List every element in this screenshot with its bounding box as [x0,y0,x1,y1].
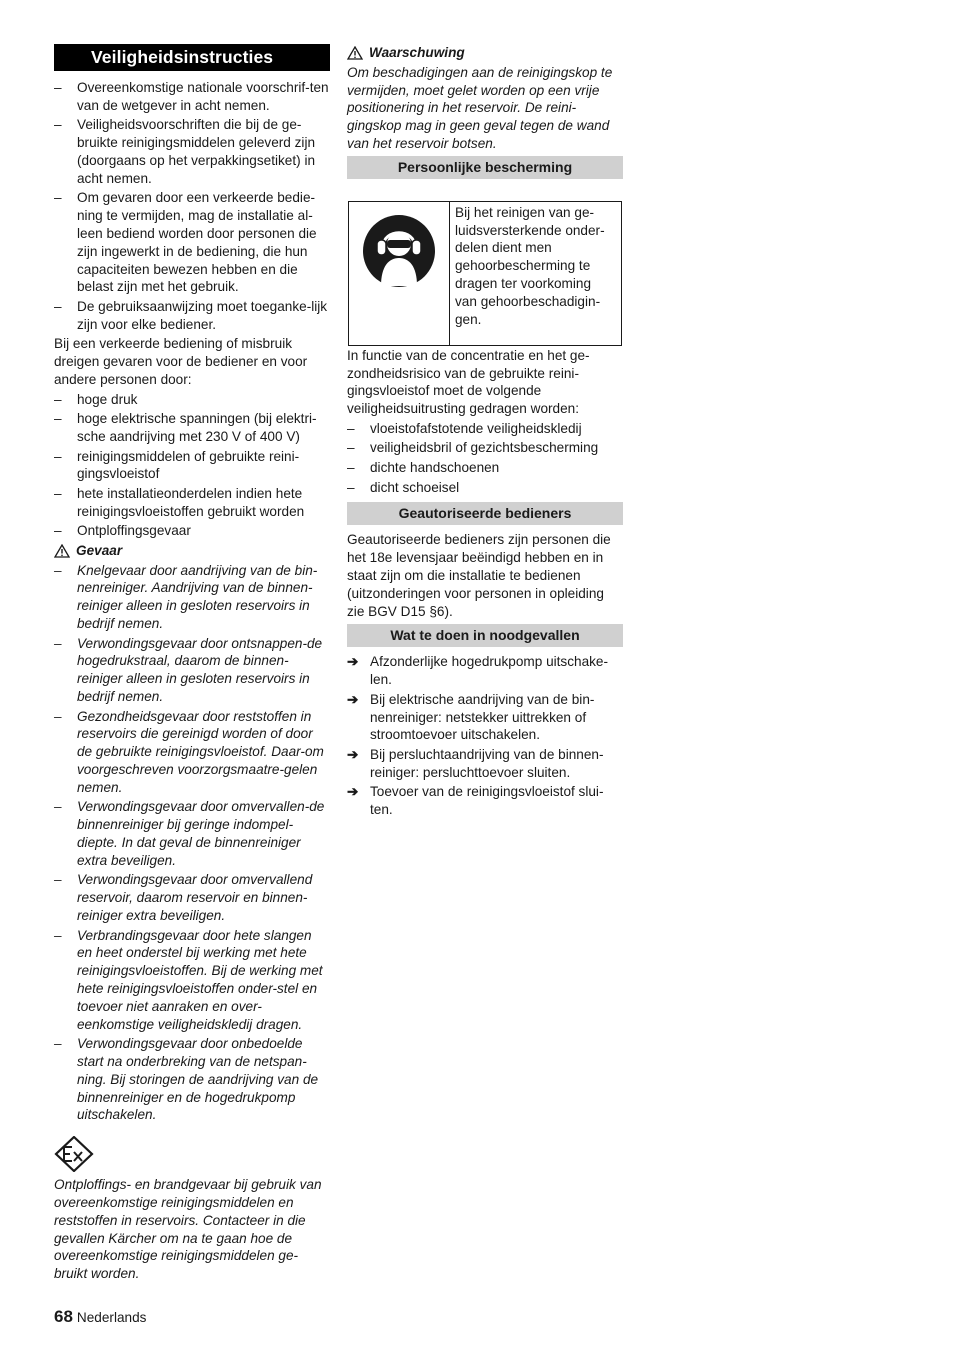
list-item [54,1035,330,1124]
warning-label: Waarschuwing [369,45,465,60]
hearing-eye-protection-icon [362,214,436,288]
list-item [54,410,330,446]
list-item-text: veiligheidsbril of gezichtsbescherming [370,440,599,456]
list-item [347,653,623,689]
dash-bullet: – [347,459,355,475]
list-hazards [54,391,330,541]
list-dangers [54,562,330,1124]
list-item [54,635,330,706]
warning-text: Om beschadigingen aan de reinigingskop te vermijden, moet gelet worden op een vrije positionering in het reservoir. De reini-gingskop mag in geen geval tegen de wand van het reservoir botsen. [347,64,613,151]
list-item-text: Verwondingsgevaar door omvervallend reservoir, daarom reservoir en binnen-reiniger extra beveiligen. [77,872,313,924]
list-item-text: hoge druk [77,391,138,407]
dash-bullet: – [54,80,62,95]
list-item-text: Ontploffingsgevaar [77,523,191,539]
dash-bullet: – [347,479,355,495]
ex-warning-text: Ontploffings- en brandgevaar bij gebruik van overeenkomstige reinigingsmiddelen en reststoffen in reservoirs. Contacteer in die gevallen Kärcher om na te gaan hoe de overeenkomstige reinigingsmiddelen ge-bruikt worden. [54,1177,322,1282]
dash-bullet: – [54,298,62,314]
list-item-text: Gezondheidsgevaar door reststoffen in reservoirs die gereinigd worden of door de gebruikte reinigingsvloeistof. Daar-om voorgeschreven voorzorgsmaatre-gelen nemen. [77,708,324,795]
dash-bullet: – [54,391,62,407]
list-item-text: Om gevaren door een verkeerde bedie-ning te vermijden, mag de installatie al-leen bediend worden door personen die zijn ingewerkt in de bediening, die hun capaciteiten bewezen hebben en die belast zijn met het gebruik. [77,190,317,295]
list-item [347,783,623,819]
warning-triangle-icon [54,544,70,558]
list-item [54,485,330,521]
left-column [54,44,330,1285]
warning-triangle-icon [347,46,363,60]
section-title-authorized: Geautoriseerde bedieners [347,502,623,525]
arrow-right-icon: ➔ [347,691,359,707]
list-item-text: hoge elektrische spanningen (bij elektri-sche aandrijving met 230 V of 400 V) [77,411,317,444]
list-item [54,79,330,115]
dash-bullet: – [54,485,62,501]
list-item [54,927,330,1034]
warning-heading [347,44,623,62]
dash-bullet: – [347,440,355,456]
arrow-right-icon: ➔ [347,746,359,762]
list-item [54,562,330,633]
list-item [347,459,623,477]
list-item-text: Veiligheidsvoorschriften die bij de ge-bruikte reinigingsmiddelen geleverd zijn (doorgaans op het verpakkingsetiket) in acht nemen. [77,117,316,186]
list-item [54,708,330,797]
page-number: 68 [54,1307,73,1326]
list-item-text: Toevoer van de reinigingsvloeistof slui-ten. [370,784,604,818]
list-item [54,189,330,296]
footer-language: Nederlands [76,1310,147,1325]
section-title-safety: Veiligheidsinstructies [54,44,330,71]
explosion-hazard-icon [54,1136,94,1172]
list-ppe [347,420,623,497]
list-item [347,420,623,438]
list-item-text: Overeenkomstige nationale voorschrif-ten van de wetgever in acht nemen. [77,80,329,113]
dash-bullet: – [54,523,62,539]
list-item [347,746,623,782]
list-item-text: Verwondingsgevaar door omvervallen-de binnenreiniger bij geringe indompel-diepte. In dat geval de binnenreiniger extra beveiligen. [77,799,325,868]
arrow-right-icon: ➔ [347,784,359,800]
section-title-emergency: Wat te doen in noodgevallen [347,624,623,647]
right-column [347,44,623,821]
arrow-right-icon: ➔ [347,654,359,670]
dash-bullet: – [54,799,62,815]
misuse-intro: Bij een verkeerde bediening of misbruik dreigen gevaren voor de bediener en voor andere personen door: [54,336,308,387]
danger-heading [54,542,330,560]
dash-bullet: – [54,708,62,724]
list-item [54,522,330,540]
ppe-intro: In functie van de concentratie en het ge-zondheidsrisico van de gebruikte reini-gingsvloeistof moet de volgende veiligheidsuitrusting gedragen worden: [347,347,590,417]
page-footer [54,1308,146,1327]
list-item-text: Verwondingsgevaar door onbedoelde start na onderbreking van de netspan-ning. Bij storingen de aandrijving van de binnenreiniger en de hogedrukpomp uitschakelen. [77,1036,319,1123]
list-item [54,798,330,869]
dash-bullet: – [54,635,62,651]
list-item-text: De gebruiksaanwijzing moet toeganke-lijk zijn voor elke bediener. [77,298,328,332]
danger-label: Gevaar [76,542,123,558]
list-legal [54,79,330,334]
list-item [54,391,330,409]
list-item [54,116,330,187]
dash-bullet: – [347,420,355,436]
ppe-box-text: Bij het reinigen van ge-luidsversterkende onder-delen dient men gehoorbescherming te dragen ter voorkoming van gehoorbeschadigin-gen. [450,201,622,345]
list-item-text: Knelgevaar door aandrijving van de bin-nenreiniger. Aandrijving van de binnen-reiniger alleen in gesloten reservoirs in bedrijf nemen. [77,562,318,632]
list-item-text: Bij elektrische aandrijving van de bin-nenreiniger: netstekker uittrekken of stroomtoevoer uitschakelen. [370,691,595,743]
ppe-box [348,201,622,346]
dash-bullet: – [54,190,62,206]
list-item-text: Verwondingsgevaar door ontsnappen-de hogedrukstraal, daarom de binnen-reiniger alleen in gesloten reservoirs in bedrijf nemen. [77,635,323,705]
dash-bullet: – [54,411,62,427]
list-item-text: Verbrandingsgevaar door hete slangen en heet onderstel bij werking met hete reinigingsvloeistoffen. Bij de werking met hete reinigingsvloeistoffen onder-stel en toevoer niet aanraken en over-eenkomstige veiligheidskledij dragen. [77,927,323,1032]
dash-bullet: – [54,872,62,888]
list-item [54,871,330,924]
list-item [54,298,330,334]
dash-bullet: – [54,927,62,943]
dash-bullet: – [54,448,62,464]
dash-bullet: – [54,1036,62,1052]
list-item-text: Bij persluchtaandrijving van de binnen-reiniger: persluchttoevoer sluiten. [370,746,604,780]
list-item-text: dicht schoeisel [370,479,460,495]
list-item [347,691,623,744]
list-item [347,479,623,497]
list-item [54,448,330,484]
section-title-ppe: Persoonlijke bescherming [347,156,623,179]
list-item-text: vloeistofafstotende veiligheidskledij [370,420,582,436]
dash-bullet: – [54,562,62,578]
list-item-text: hete installatieonderdelen indien hete reinigingsvloeistoffen gebruikt worden [77,485,305,519]
ex-symbol [54,1136,330,1172]
list-item-text: dichte handschoenen [370,459,500,475]
dash-bullet: – [54,117,62,133]
list-item [347,439,623,457]
list-emergency [347,653,623,819]
list-item-text: reinigingsmiddelen of gebruikte reini-gingsvloeistof [77,448,300,482]
list-item-text: Afzonderlijke hogedrukpomp uitschake-len. [370,654,609,688]
ppe-icon-cell [349,201,450,345]
authorized-text: Geautoriseerde bedieners zijn personen die het 18e levensjaar beëindigd hebben en in staat zijn om die installatie te bedienen (uitzonderingen voor personen in opleiding zie BGV D15 §6). [347,532,611,619]
